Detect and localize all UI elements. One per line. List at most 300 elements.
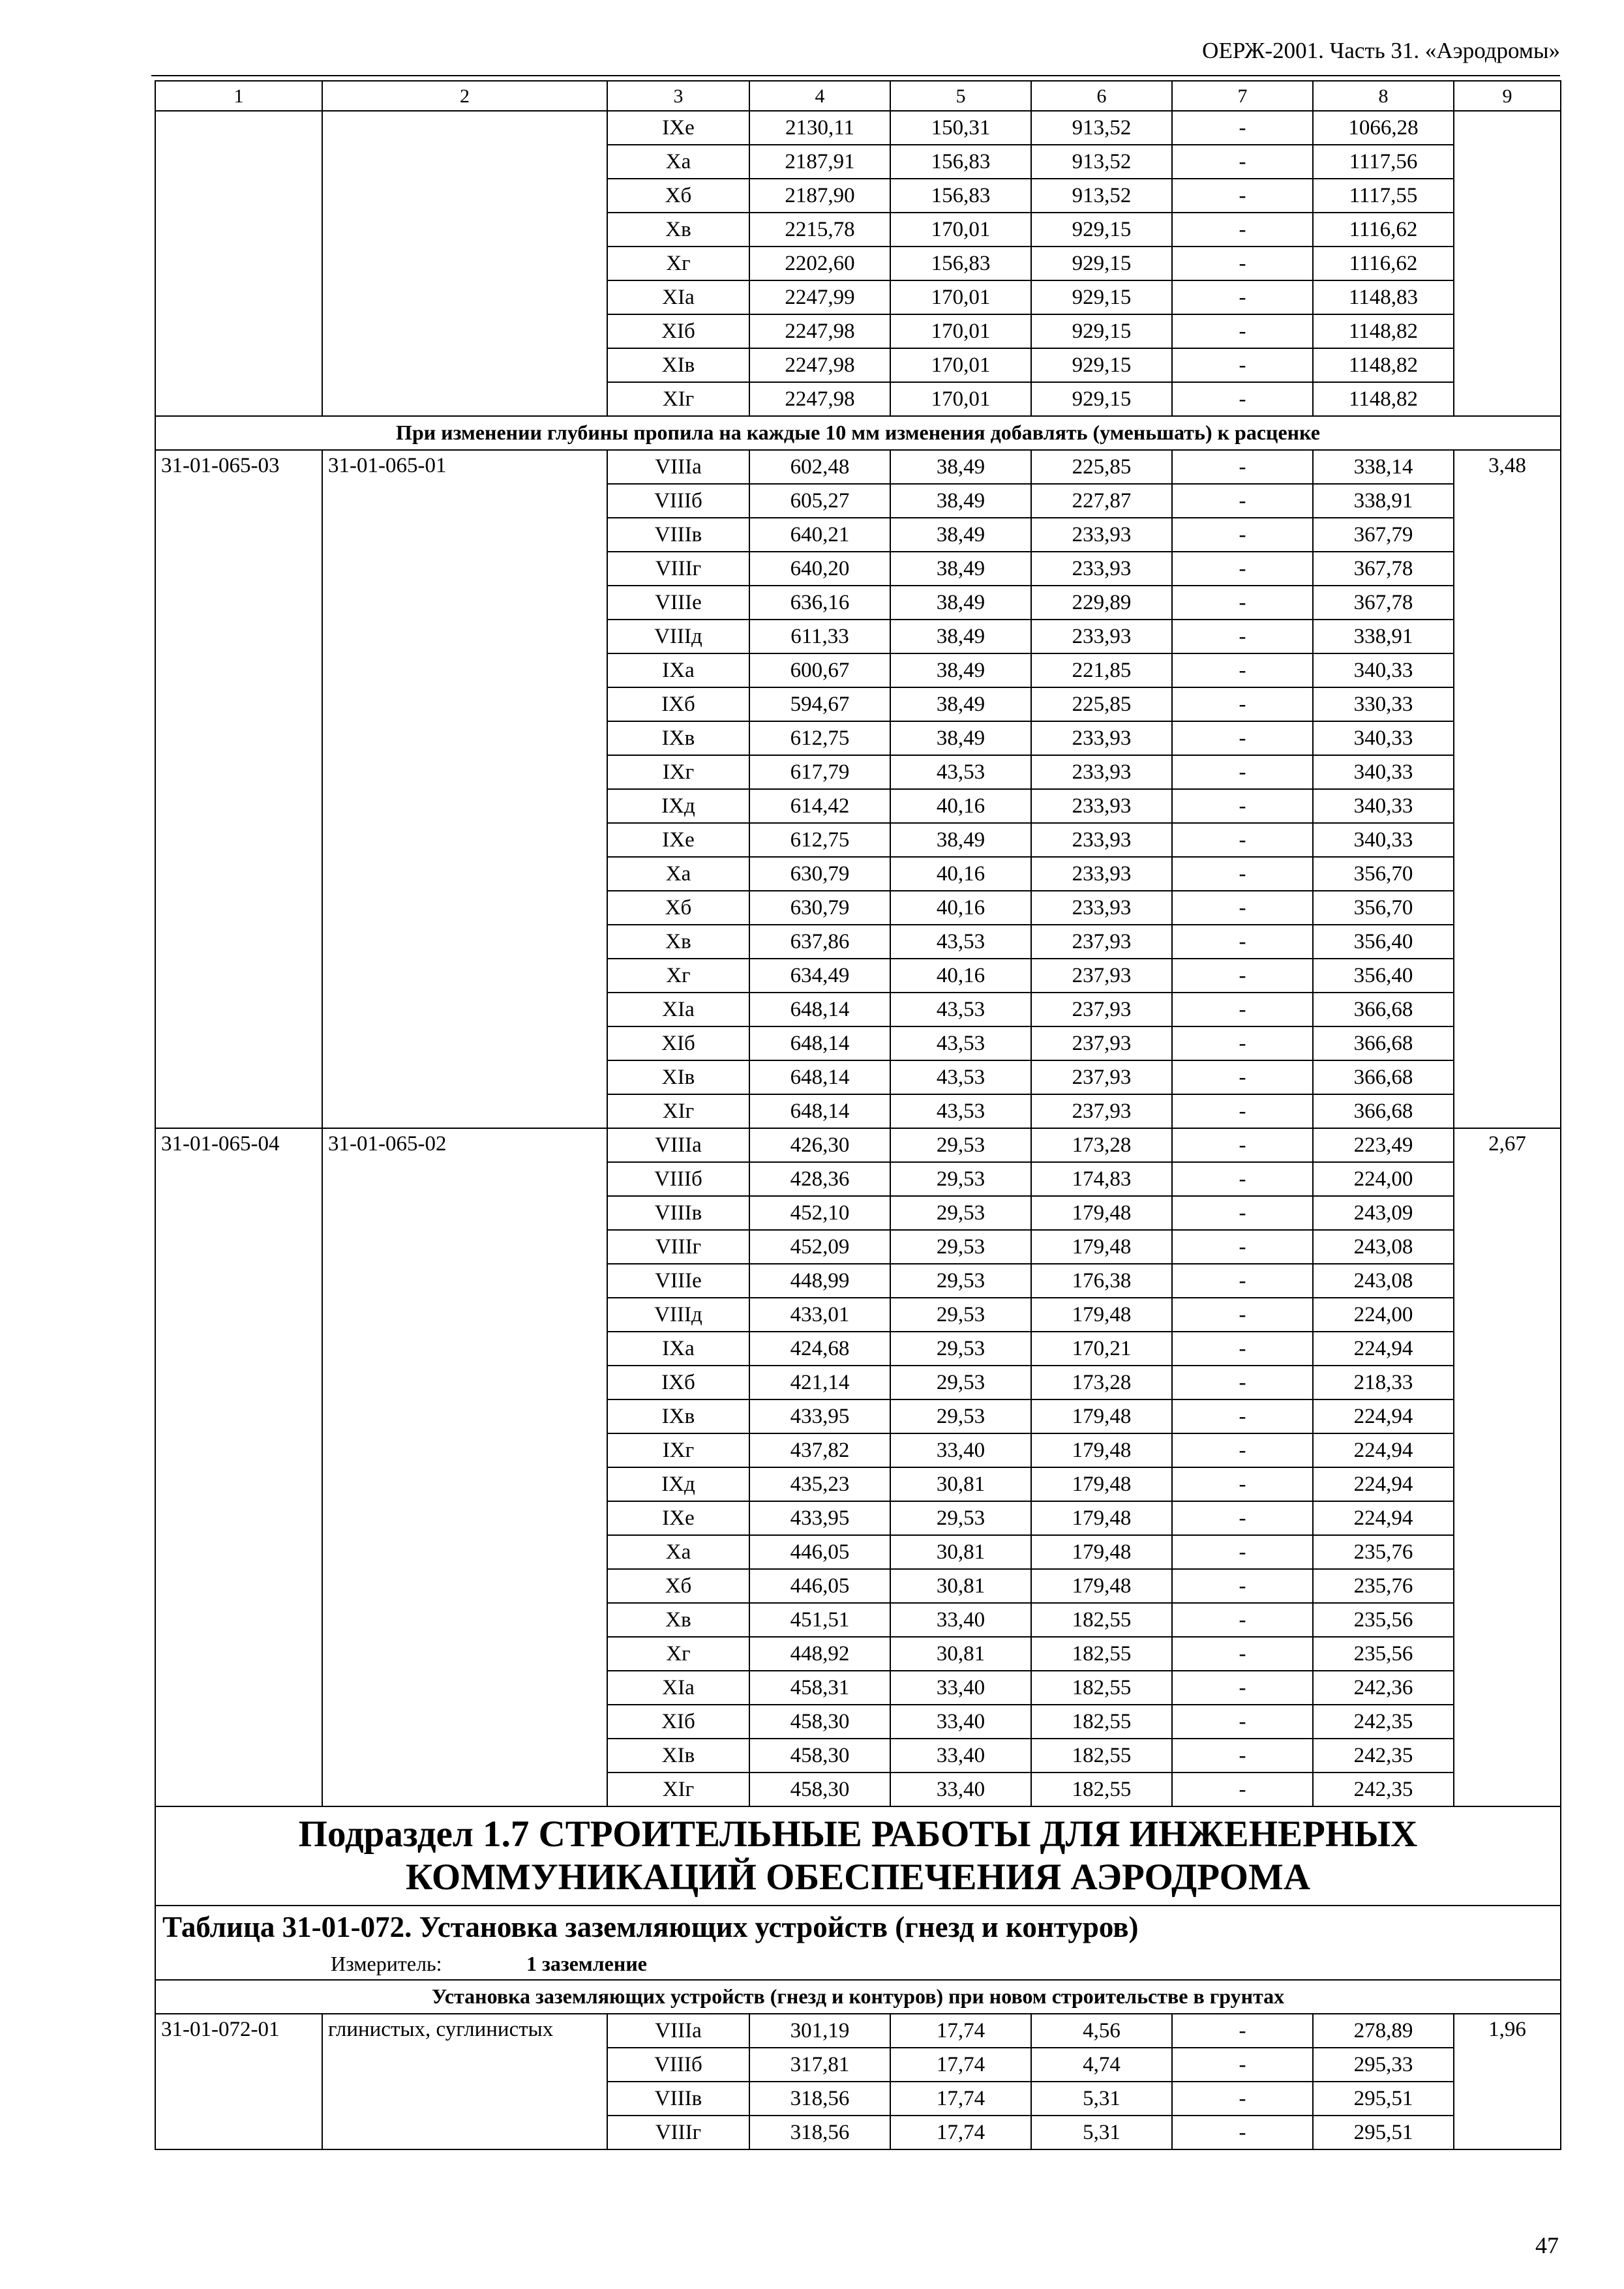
value-cell: 179,48 xyxy=(1031,1501,1172,1535)
rate-description-cell xyxy=(322,111,607,416)
value-cell: 338,91 xyxy=(1313,620,1454,653)
value-cell: 367,79 xyxy=(1313,518,1454,552)
value-cell: 29,53 xyxy=(890,1332,1031,1366)
value-cell: 2247,98 xyxy=(749,314,890,348)
value-cell: 170,01 xyxy=(890,213,1031,247)
value-cell: - xyxy=(1172,213,1313,247)
column-number-cell: 2 xyxy=(322,81,607,111)
category-cell: VIIIв xyxy=(607,1196,749,1230)
value-cell: 913,52 xyxy=(1031,179,1172,213)
value-cell: - xyxy=(1172,280,1313,314)
value-cell: 2215,78 xyxy=(749,213,890,247)
value-cell: 600,67 xyxy=(749,653,890,687)
value-cell: 233,93 xyxy=(1031,823,1172,857)
rate-code-cell xyxy=(155,111,322,416)
value-cell: 225,85 xyxy=(1031,450,1172,484)
value-cell: 356,70 xyxy=(1313,891,1454,925)
value-cell: 366,68 xyxy=(1313,1060,1454,1094)
note-line: Установка заземляющих устройств (гнезд и контуров) при новом строительстве в грунтах xyxy=(155,1980,1561,2014)
value-cell: - xyxy=(1172,518,1313,552)
value-cell: 40,16 xyxy=(890,857,1031,891)
value-cell: - xyxy=(1172,1603,1313,1637)
category-cell: VIIIг xyxy=(607,552,749,586)
value-cell: 634,49 xyxy=(749,959,890,993)
value-cell: - xyxy=(1172,1671,1313,1705)
value-cell: 421,14 xyxy=(749,1366,890,1399)
category-cell: IXе xyxy=(607,1501,749,1535)
value-cell: - xyxy=(1172,247,1313,280)
value-cell: 38,49 xyxy=(890,687,1031,721)
value-cell: 224,94 xyxy=(1313,1399,1454,1433)
value-cell: 233,93 xyxy=(1031,755,1172,789)
value-cell: 356,40 xyxy=(1313,959,1454,993)
value-cell: 929,15 xyxy=(1031,314,1172,348)
value-cell: - xyxy=(1172,586,1313,620)
value-cell: - xyxy=(1172,1433,1313,1467)
value-cell: 640,20 xyxy=(749,552,890,586)
table-title: Таблица 31-01-072. Установка заземляющих устройств (гнезд и контуров) xyxy=(155,1906,1561,1949)
note-line: При изменении глубины пропила на каждые 10 мм изменения добавлять (уменьшать) к расценке xyxy=(155,416,1561,450)
measure-row xyxy=(155,1949,1561,1980)
value-cell: 929,15 xyxy=(1031,213,1172,247)
value-cell: - xyxy=(1172,1298,1313,1332)
value-cell: - xyxy=(1172,993,1313,1026)
category-cell: Xв xyxy=(607,213,749,247)
value-cell: 33,40 xyxy=(890,1773,1031,1806)
value-cell: 38,49 xyxy=(890,823,1031,857)
value-cell: 433,01 xyxy=(749,1298,890,1332)
table-row xyxy=(155,1128,1561,1162)
value-cell: 38,49 xyxy=(890,653,1031,687)
value-cell: 38,49 xyxy=(890,518,1031,552)
value-cell: - xyxy=(1172,925,1313,959)
table-title-row xyxy=(155,1906,1561,1949)
value-cell: 318,56 xyxy=(749,2116,890,2149)
value-cell: 235,56 xyxy=(1313,1603,1454,1637)
value-cell: - xyxy=(1172,891,1313,925)
value-cell: 221,85 xyxy=(1031,653,1172,687)
value-cell: 242,35 xyxy=(1313,1705,1454,1739)
value-cell: 243,08 xyxy=(1313,1230,1454,1264)
value-cell: 237,93 xyxy=(1031,1094,1172,1128)
rates-table-body xyxy=(155,81,1561,2149)
value-cell: 224,94 xyxy=(1313,1332,1454,1366)
value-cell: 435,23 xyxy=(749,1467,890,1501)
value-cell: 295,51 xyxy=(1313,2116,1454,2149)
category-cell: IXб xyxy=(607,687,749,721)
measure-cell xyxy=(155,1949,1561,1980)
value-cell: 182,55 xyxy=(1031,1671,1172,1705)
category-cell: VIIIб xyxy=(607,484,749,518)
value-cell: 170,01 xyxy=(890,314,1031,348)
category-cell: VIIIа xyxy=(607,1128,749,1162)
category-cell: VIIIд xyxy=(607,1298,749,1332)
value-cell: 235,56 xyxy=(1313,1637,1454,1671)
value-cell: 295,33 xyxy=(1313,2048,1454,2082)
value-cell: 614,42 xyxy=(749,789,890,823)
value-cell: 179,48 xyxy=(1031,1399,1172,1433)
value-cell: 428,36 xyxy=(749,1162,890,1196)
category-cell: VIIIг xyxy=(607,1230,749,1264)
category-cell: Xб xyxy=(607,891,749,925)
value-cell: 929,15 xyxy=(1031,382,1172,416)
category-cell: VIIIд xyxy=(607,620,749,653)
category-cell: IXд xyxy=(607,789,749,823)
value-cell: 437,82 xyxy=(749,1433,890,1467)
value-cell: 340,33 xyxy=(1313,653,1454,687)
value-cell: 38,49 xyxy=(890,620,1031,653)
value-cell: 630,79 xyxy=(749,857,890,891)
value-cell: 182,55 xyxy=(1031,1705,1172,1739)
value-cell: 317,81 xyxy=(749,2048,890,2082)
value-cell: 43,53 xyxy=(890,1026,1031,1060)
value-cell: 426,30 xyxy=(749,1128,890,1162)
category-cell: XIб xyxy=(607,1705,749,1739)
value-cell: 30,81 xyxy=(890,1637,1031,1671)
value-cell: 227,87 xyxy=(1031,484,1172,518)
category-cell: XIа xyxy=(607,1671,749,1705)
value-cell: 38,49 xyxy=(890,721,1031,755)
value-cell: 602,48 xyxy=(749,450,890,484)
value-cell: 218,33 xyxy=(1313,1366,1454,1399)
category-cell: IXд xyxy=(607,1467,749,1501)
value-cell: 17,74 xyxy=(890,2082,1031,2116)
value-cell: - xyxy=(1172,348,1313,382)
value-cell: 458,30 xyxy=(749,1773,890,1806)
value-cell: 605,27 xyxy=(749,484,890,518)
value-cell: 43,53 xyxy=(890,993,1031,1026)
value-cell: 17,74 xyxy=(890,2014,1031,2048)
measure-value: 1 заземление xyxy=(526,1952,647,1976)
value-cell: 150,31 xyxy=(890,111,1031,145)
value-cell: 179,48 xyxy=(1031,1196,1172,1230)
value-cell: 367,78 xyxy=(1313,552,1454,586)
value-cell: 179,48 xyxy=(1031,1467,1172,1501)
value-cell: - xyxy=(1172,1060,1313,1094)
column-number-cell: 6 xyxy=(1031,81,1172,111)
value-cell: 1116,62 xyxy=(1313,247,1454,280)
value-cell: - xyxy=(1172,620,1313,653)
category-cell: Xг xyxy=(607,1637,749,1671)
value-cell: 182,55 xyxy=(1031,1773,1172,1806)
value-cell: 173,28 xyxy=(1031,1128,1172,1162)
value-cell: 356,70 xyxy=(1313,857,1454,891)
value-cell: 170,21 xyxy=(1031,1332,1172,1366)
value-cell: 340,33 xyxy=(1313,755,1454,789)
column-9-cell: 1,96 xyxy=(1454,2014,1561,2149)
value-cell: 913,52 xyxy=(1031,145,1172,179)
column-number-cell: 4 xyxy=(749,81,890,111)
value-cell: - xyxy=(1172,484,1313,518)
column-number-cell: 8 xyxy=(1313,81,1454,111)
category-cell: VIIIа xyxy=(607,2014,749,2048)
table-row xyxy=(155,450,1561,484)
value-cell: 237,93 xyxy=(1031,1060,1172,1094)
category-cell: VIIIг xyxy=(607,2116,749,2149)
value-cell: 366,68 xyxy=(1313,1094,1454,1128)
value-cell: - xyxy=(1172,2048,1313,2082)
category-cell: VIIIе xyxy=(607,1264,749,1298)
column-9-cell: 3,48 xyxy=(1454,450,1561,1128)
category-cell: Xа xyxy=(607,1535,749,1569)
value-cell: 1148,82 xyxy=(1313,382,1454,416)
category-cell: XIб xyxy=(607,1026,749,1060)
value-cell: 43,53 xyxy=(890,925,1031,959)
value-cell: 33,40 xyxy=(890,1705,1031,1739)
value-cell: 156,83 xyxy=(890,247,1031,280)
value-cell: - xyxy=(1172,721,1313,755)
value-cell: - xyxy=(1172,1773,1313,1806)
value-cell: 179,48 xyxy=(1031,1433,1172,1467)
value-cell: 446,05 xyxy=(749,1535,890,1569)
value-cell: 237,93 xyxy=(1031,1026,1172,1060)
category-cell: Xг xyxy=(607,247,749,280)
value-cell: 458,30 xyxy=(749,1705,890,1739)
value-cell: 182,55 xyxy=(1031,1637,1172,1671)
value-cell: - xyxy=(1172,145,1313,179)
value-cell: 594,67 xyxy=(749,687,890,721)
value-cell: - xyxy=(1172,1739,1313,1773)
value-cell: 243,08 xyxy=(1313,1264,1454,1298)
value-cell: 29,53 xyxy=(890,1264,1031,1298)
value-cell: 233,93 xyxy=(1031,891,1172,925)
value-cell: - xyxy=(1172,1569,1313,1603)
value-cell: - xyxy=(1172,857,1313,891)
value-cell: 224,00 xyxy=(1313,1162,1454,1196)
category-cell: VIIIв xyxy=(607,2082,749,2116)
value-cell: 452,10 xyxy=(749,1196,890,1230)
value-cell: 242,35 xyxy=(1313,1773,1454,1806)
table-row xyxy=(155,2014,1561,2048)
value-cell: - xyxy=(1172,789,1313,823)
value-cell: 38,49 xyxy=(890,586,1031,620)
column-number-row xyxy=(155,81,1561,111)
value-cell: 29,53 xyxy=(890,1230,1031,1264)
column-number-cell: 7 xyxy=(1172,81,1313,111)
column-number-cell: 5 xyxy=(890,81,1031,111)
category-cell: Xа xyxy=(607,145,749,179)
value-cell: 29,53 xyxy=(890,1196,1031,1230)
value-cell: 182,55 xyxy=(1031,1739,1172,1773)
value-cell: - xyxy=(1172,1467,1313,1501)
value-cell: 4,56 xyxy=(1031,2014,1172,2048)
value-cell: 38,49 xyxy=(890,484,1031,518)
value-cell: - xyxy=(1172,1196,1313,1230)
subsection-title: Подраздел 1.7 СТРОИТЕЛЬНЫЕ РАБОТЫ ДЛЯ ИНЖЕНЕРНЫХ КОММУНИКАЦИЙ ОБЕСПЕЧЕНИЯ АЭРОДРОМА xyxy=(155,1806,1561,1906)
value-cell: 640,21 xyxy=(749,518,890,552)
value-cell: 452,09 xyxy=(749,1230,890,1264)
value-cell: 156,83 xyxy=(890,179,1031,213)
value-cell: 225,85 xyxy=(1031,687,1172,721)
value-cell: - xyxy=(1172,823,1313,857)
value-cell: - xyxy=(1172,959,1313,993)
value-cell: 295,51 xyxy=(1313,2082,1454,2116)
value-cell: 366,68 xyxy=(1313,993,1454,1026)
value-cell: - xyxy=(1172,2082,1313,2116)
category-cell: Xв xyxy=(607,925,749,959)
category-cell: XIв xyxy=(607,348,749,382)
value-cell: - xyxy=(1172,179,1313,213)
value-cell: - xyxy=(1172,1128,1313,1162)
value-cell: 637,86 xyxy=(749,925,890,959)
value-cell: 2187,90 xyxy=(749,179,890,213)
value-cell: - xyxy=(1172,755,1313,789)
category-cell: XIг xyxy=(607,1094,749,1128)
value-cell: 612,75 xyxy=(749,721,890,755)
category-cell: Xб xyxy=(607,1569,749,1603)
value-cell: 929,15 xyxy=(1031,348,1172,382)
value-cell: 611,33 xyxy=(749,620,890,653)
value-cell: 233,93 xyxy=(1031,789,1172,823)
value-cell: - xyxy=(1172,1399,1313,1433)
value-cell: 648,14 xyxy=(749,1060,890,1094)
value-cell: 223,49 xyxy=(1313,1128,1454,1162)
category-cell: Xб xyxy=(607,179,749,213)
value-cell: 224,94 xyxy=(1313,1467,1454,1501)
value-cell: 233,93 xyxy=(1031,620,1172,653)
value-cell: 2247,98 xyxy=(749,382,890,416)
value-cell: 237,93 xyxy=(1031,959,1172,993)
rates-table xyxy=(155,80,1561,2150)
category-cell: VIIIв xyxy=(607,518,749,552)
value-cell: 278,89 xyxy=(1313,2014,1454,2048)
category-cell: VIIIб xyxy=(607,1162,749,1196)
category-cell: IXе xyxy=(607,823,749,857)
value-cell: 242,35 xyxy=(1313,1739,1454,1773)
value-cell: 237,93 xyxy=(1031,925,1172,959)
value-cell: 33,40 xyxy=(890,1739,1031,1773)
note-line-row xyxy=(155,1980,1561,2014)
subsection-title-row xyxy=(155,1806,1561,1906)
table-row xyxy=(155,111,1561,145)
category-cell: XIв xyxy=(607,1739,749,1773)
category-cell: IXа xyxy=(607,1332,749,1366)
value-cell: 356,40 xyxy=(1313,925,1454,959)
value-cell: 612,75 xyxy=(749,823,890,857)
value-cell: 179,48 xyxy=(1031,1230,1172,1264)
value-cell: 40,16 xyxy=(890,959,1031,993)
value-cell: 233,93 xyxy=(1031,552,1172,586)
value-cell: - xyxy=(1172,2116,1313,2149)
value-cell: 17,74 xyxy=(890,2048,1031,2082)
category-cell: IXг xyxy=(607,1433,749,1467)
value-cell: - xyxy=(1172,1501,1313,1535)
value-cell: 233,93 xyxy=(1031,518,1172,552)
value-cell: 1117,55 xyxy=(1313,179,1454,213)
column-number-cell: 9 xyxy=(1454,81,1561,111)
column-number-cell: 1 xyxy=(155,81,322,111)
value-cell: 170,01 xyxy=(890,348,1031,382)
value-cell: 38,49 xyxy=(890,552,1031,586)
value-cell: - xyxy=(1172,382,1313,416)
value-cell: 448,92 xyxy=(749,1637,890,1671)
category-cell: IXг xyxy=(607,755,749,789)
value-cell: 29,53 xyxy=(890,1501,1031,1535)
value-cell: 446,05 xyxy=(749,1569,890,1603)
value-cell: 233,93 xyxy=(1031,857,1172,891)
value-cell: 2187,91 xyxy=(749,145,890,179)
value-cell: 29,53 xyxy=(890,1366,1031,1399)
category-cell: VIIIб xyxy=(607,2048,749,2082)
value-cell: 30,81 xyxy=(890,1569,1031,1603)
category-cell: XIг xyxy=(607,382,749,416)
value-cell: 30,81 xyxy=(890,1535,1031,1569)
value-cell: 43,53 xyxy=(890,755,1031,789)
value-cell: - xyxy=(1172,1332,1313,1366)
category-cell: XIб xyxy=(607,314,749,348)
value-cell: 451,51 xyxy=(749,1603,890,1637)
value-cell: 174,83 xyxy=(1031,1162,1172,1196)
value-cell: - xyxy=(1172,653,1313,687)
value-cell: 458,31 xyxy=(749,1671,890,1705)
value-cell: 179,48 xyxy=(1031,1569,1172,1603)
value-cell: 170,01 xyxy=(890,280,1031,314)
value-cell: 1148,83 xyxy=(1313,280,1454,314)
value-cell: 40,16 xyxy=(890,891,1031,925)
value-cell: 243,09 xyxy=(1313,1196,1454,1230)
category-cell: VIIIе xyxy=(607,586,749,620)
value-cell: 630,79 xyxy=(749,891,890,925)
value-cell: 301,19 xyxy=(749,2014,890,2048)
value-cell: - xyxy=(1172,552,1313,586)
value-cell: 648,14 xyxy=(749,993,890,1026)
value-cell: 929,15 xyxy=(1031,280,1172,314)
value-cell: 29,53 xyxy=(890,1162,1031,1196)
value-cell: 173,28 xyxy=(1031,1366,1172,1399)
value-cell: - xyxy=(1172,1026,1313,1060)
value-cell: 170,01 xyxy=(890,382,1031,416)
value-cell: 338,14 xyxy=(1313,450,1454,484)
value-cell: 367,78 xyxy=(1313,586,1454,620)
category-cell: Xа xyxy=(607,857,749,891)
value-cell: - xyxy=(1172,1230,1313,1264)
value-cell: - xyxy=(1172,1705,1313,1739)
value-cell: 5,31 xyxy=(1031,2082,1172,2116)
value-cell: 1066,28 xyxy=(1313,111,1454,145)
category-cell: IXе xyxy=(607,111,749,145)
value-cell: 458,30 xyxy=(749,1739,890,1773)
column-9-cell: 2,67 xyxy=(1454,1128,1561,1806)
value-cell: 1148,82 xyxy=(1313,314,1454,348)
value-cell: - xyxy=(1172,1264,1313,1298)
category-cell: Xв xyxy=(607,1603,749,1637)
value-cell: - xyxy=(1172,111,1313,145)
value-cell: 366,68 xyxy=(1313,1026,1454,1060)
value-cell: - xyxy=(1172,1366,1313,1399)
value-cell: 617,79 xyxy=(749,755,890,789)
value-cell: 433,95 xyxy=(749,1501,890,1535)
rate-code-cell: 31-01-072-01 xyxy=(155,2014,322,2149)
value-cell: 29,53 xyxy=(890,1298,1031,1332)
page-number: 47 xyxy=(1535,2232,1559,2258)
category-cell: XIг xyxy=(607,1773,749,1806)
value-cell: 235,76 xyxy=(1313,1569,1454,1603)
value-cell: 179,48 xyxy=(1031,1535,1172,1569)
value-cell: - xyxy=(1172,450,1313,484)
value-cell: 448,99 xyxy=(749,1264,890,1298)
category-cell: VIIIа xyxy=(607,450,749,484)
column-number-cell: 3 xyxy=(607,81,749,111)
value-cell: 43,53 xyxy=(890,1060,1031,1094)
value-cell: 2130,11 xyxy=(749,111,890,145)
value-cell: 33,40 xyxy=(890,1603,1031,1637)
value-cell: 424,68 xyxy=(749,1332,890,1366)
category-cell: IXа xyxy=(607,653,749,687)
value-cell: 1116,62 xyxy=(1313,213,1454,247)
value-cell: 636,16 xyxy=(749,586,890,620)
value-cell: 30,81 xyxy=(890,1467,1031,1501)
category-cell: XIа xyxy=(607,993,749,1026)
